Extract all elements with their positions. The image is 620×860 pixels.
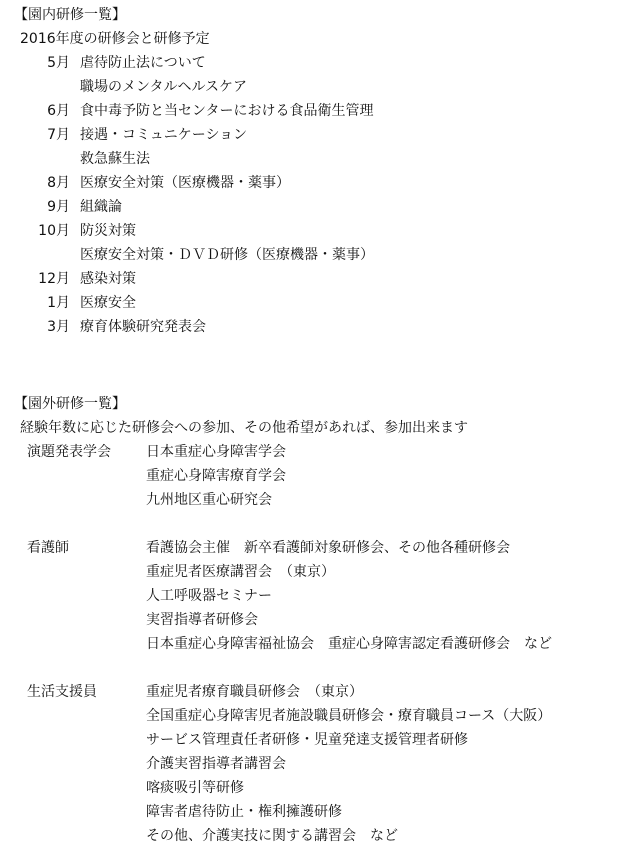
schedule-row (0, 99, 620, 123)
schedule-row (0, 315, 620, 339)
schedule-month: 7月 (47, 127, 70, 143)
category-group (0, 656, 620, 848)
schedule-row (0, 291, 620, 315)
category-row (0, 560, 620, 584)
schedule-row (0, 195, 620, 219)
schedule-item: 療育体験研究発表会 (80, 319, 206, 335)
schedule-month: 6月 (47, 103, 70, 119)
category-row (0, 632, 620, 656)
schedule-row (0, 219, 620, 243)
internal-training-subheading: 2016年度の研修会と研修予定 (20, 31, 210, 47)
schedule-row (0, 267, 620, 291)
category-label: 看護師 (27, 540, 69, 556)
schedule-item: 感染対策 (80, 271, 136, 287)
schedule-item: 医療安全 (80, 295, 136, 311)
schedule-item: 医療安全対策・ＤＶＤ研修（医療機器・薬事） (80, 247, 374, 263)
category-item: サービス管理責任者研修・児童発達支援管理者研修 (146, 732, 468, 748)
schedule-item: 医療安全対策（医療機器・薬事） (80, 175, 290, 191)
category-label: 演題発表学会 (27, 444, 111, 460)
category-group (0, 440, 620, 512)
category-row (0, 608, 620, 632)
category-spacer (0, 512, 620, 536)
category-item: 介護実習指導者講習会 (146, 756, 286, 772)
category-item: 喀痰吸引等研修 (146, 780, 244, 796)
category-row (0, 752, 620, 776)
category-item: 障害者虐待防止・権利擁護研修 (146, 804, 342, 820)
category-item: 九州地区重心研究会 (146, 492, 272, 508)
category-row (0, 824, 620, 848)
category-item: 重症心身障害療育学会 (146, 468, 286, 484)
schedule-month: 9月 (47, 199, 70, 215)
schedule-row (0, 123, 620, 147)
schedule-item: 食中毒予防と当センターにおける食品衛生管理 (80, 103, 374, 119)
category-item: 人工呼吸器セミナー (146, 588, 272, 604)
category-item: 実習指導者研修会 (146, 612, 258, 628)
category-row (0, 800, 620, 824)
schedule-item: 職場のメンタルヘルスケア (80, 79, 248, 95)
category-row (0, 728, 620, 752)
schedule-month: 3月 (47, 319, 70, 335)
training-document (0, 3, 620, 848)
schedule-item: 組織論 (80, 199, 122, 215)
category-row (0, 536, 620, 560)
schedule-row (0, 75, 620, 99)
schedule-row (0, 147, 620, 171)
external-training-subheading: 経験年数に応じた研修会への参加、その他希望があれば、参加出来ます (20, 420, 468, 436)
category-row (0, 776, 620, 800)
schedule-row (0, 243, 620, 267)
schedule-month: 5月 (47, 55, 70, 71)
schedule-item: 救急蘇生法 (80, 151, 150, 167)
category-row (0, 704, 620, 728)
category-item: 日本重症心身障害福祉協会 重症心身障害認定看護研修会 など (146, 636, 552, 652)
category-spacer (0, 656, 620, 680)
schedule-month: 10月 (38, 223, 70, 239)
section-spacer (0, 339, 620, 392)
category-row (0, 584, 620, 608)
category-label: 生活支援員 (27, 684, 97, 700)
category-item: その他、介護実技に関する講習会 など (146, 828, 398, 844)
category-row (0, 464, 620, 488)
category-item: 全国重症心身障害児者施設職員研修会・療育職員コース（大阪） (146, 708, 552, 724)
schedule-row (0, 171, 620, 195)
schedule-month: 8月 (47, 175, 70, 191)
category-group (0, 512, 620, 656)
category-item: 重症児者療育職員研修会 （東京） (146, 684, 363, 700)
schedule-item: 接遇・コミュニケーション (80, 127, 248, 143)
schedule-month: 12月 (38, 271, 70, 287)
external-category-list (0, 440, 620, 848)
schedule-row (0, 51, 620, 75)
category-row (0, 680, 620, 704)
schedule-item: 防災対策 (80, 223, 136, 239)
schedule-month: 1月 (47, 295, 70, 311)
category-item: 重症児者医療講習会 （東京） (146, 564, 335, 580)
category-item: 看護協会主催 新卒看護師対象研修会、その他各種研修会 (146, 540, 510, 556)
external-training-heading: 【園外研修一覧】 (14, 396, 126, 412)
internal-schedule-list (0, 51, 620, 339)
internal-training-heading: 【園内研修一覧】 (14, 7, 126, 23)
category-row (0, 440, 620, 464)
schedule-item: 虐待防止法について (80, 55, 206, 71)
category-item: 日本重症心身障害学会 (146, 444, 286, 460)
category-row (0, 488, 620, 512)
